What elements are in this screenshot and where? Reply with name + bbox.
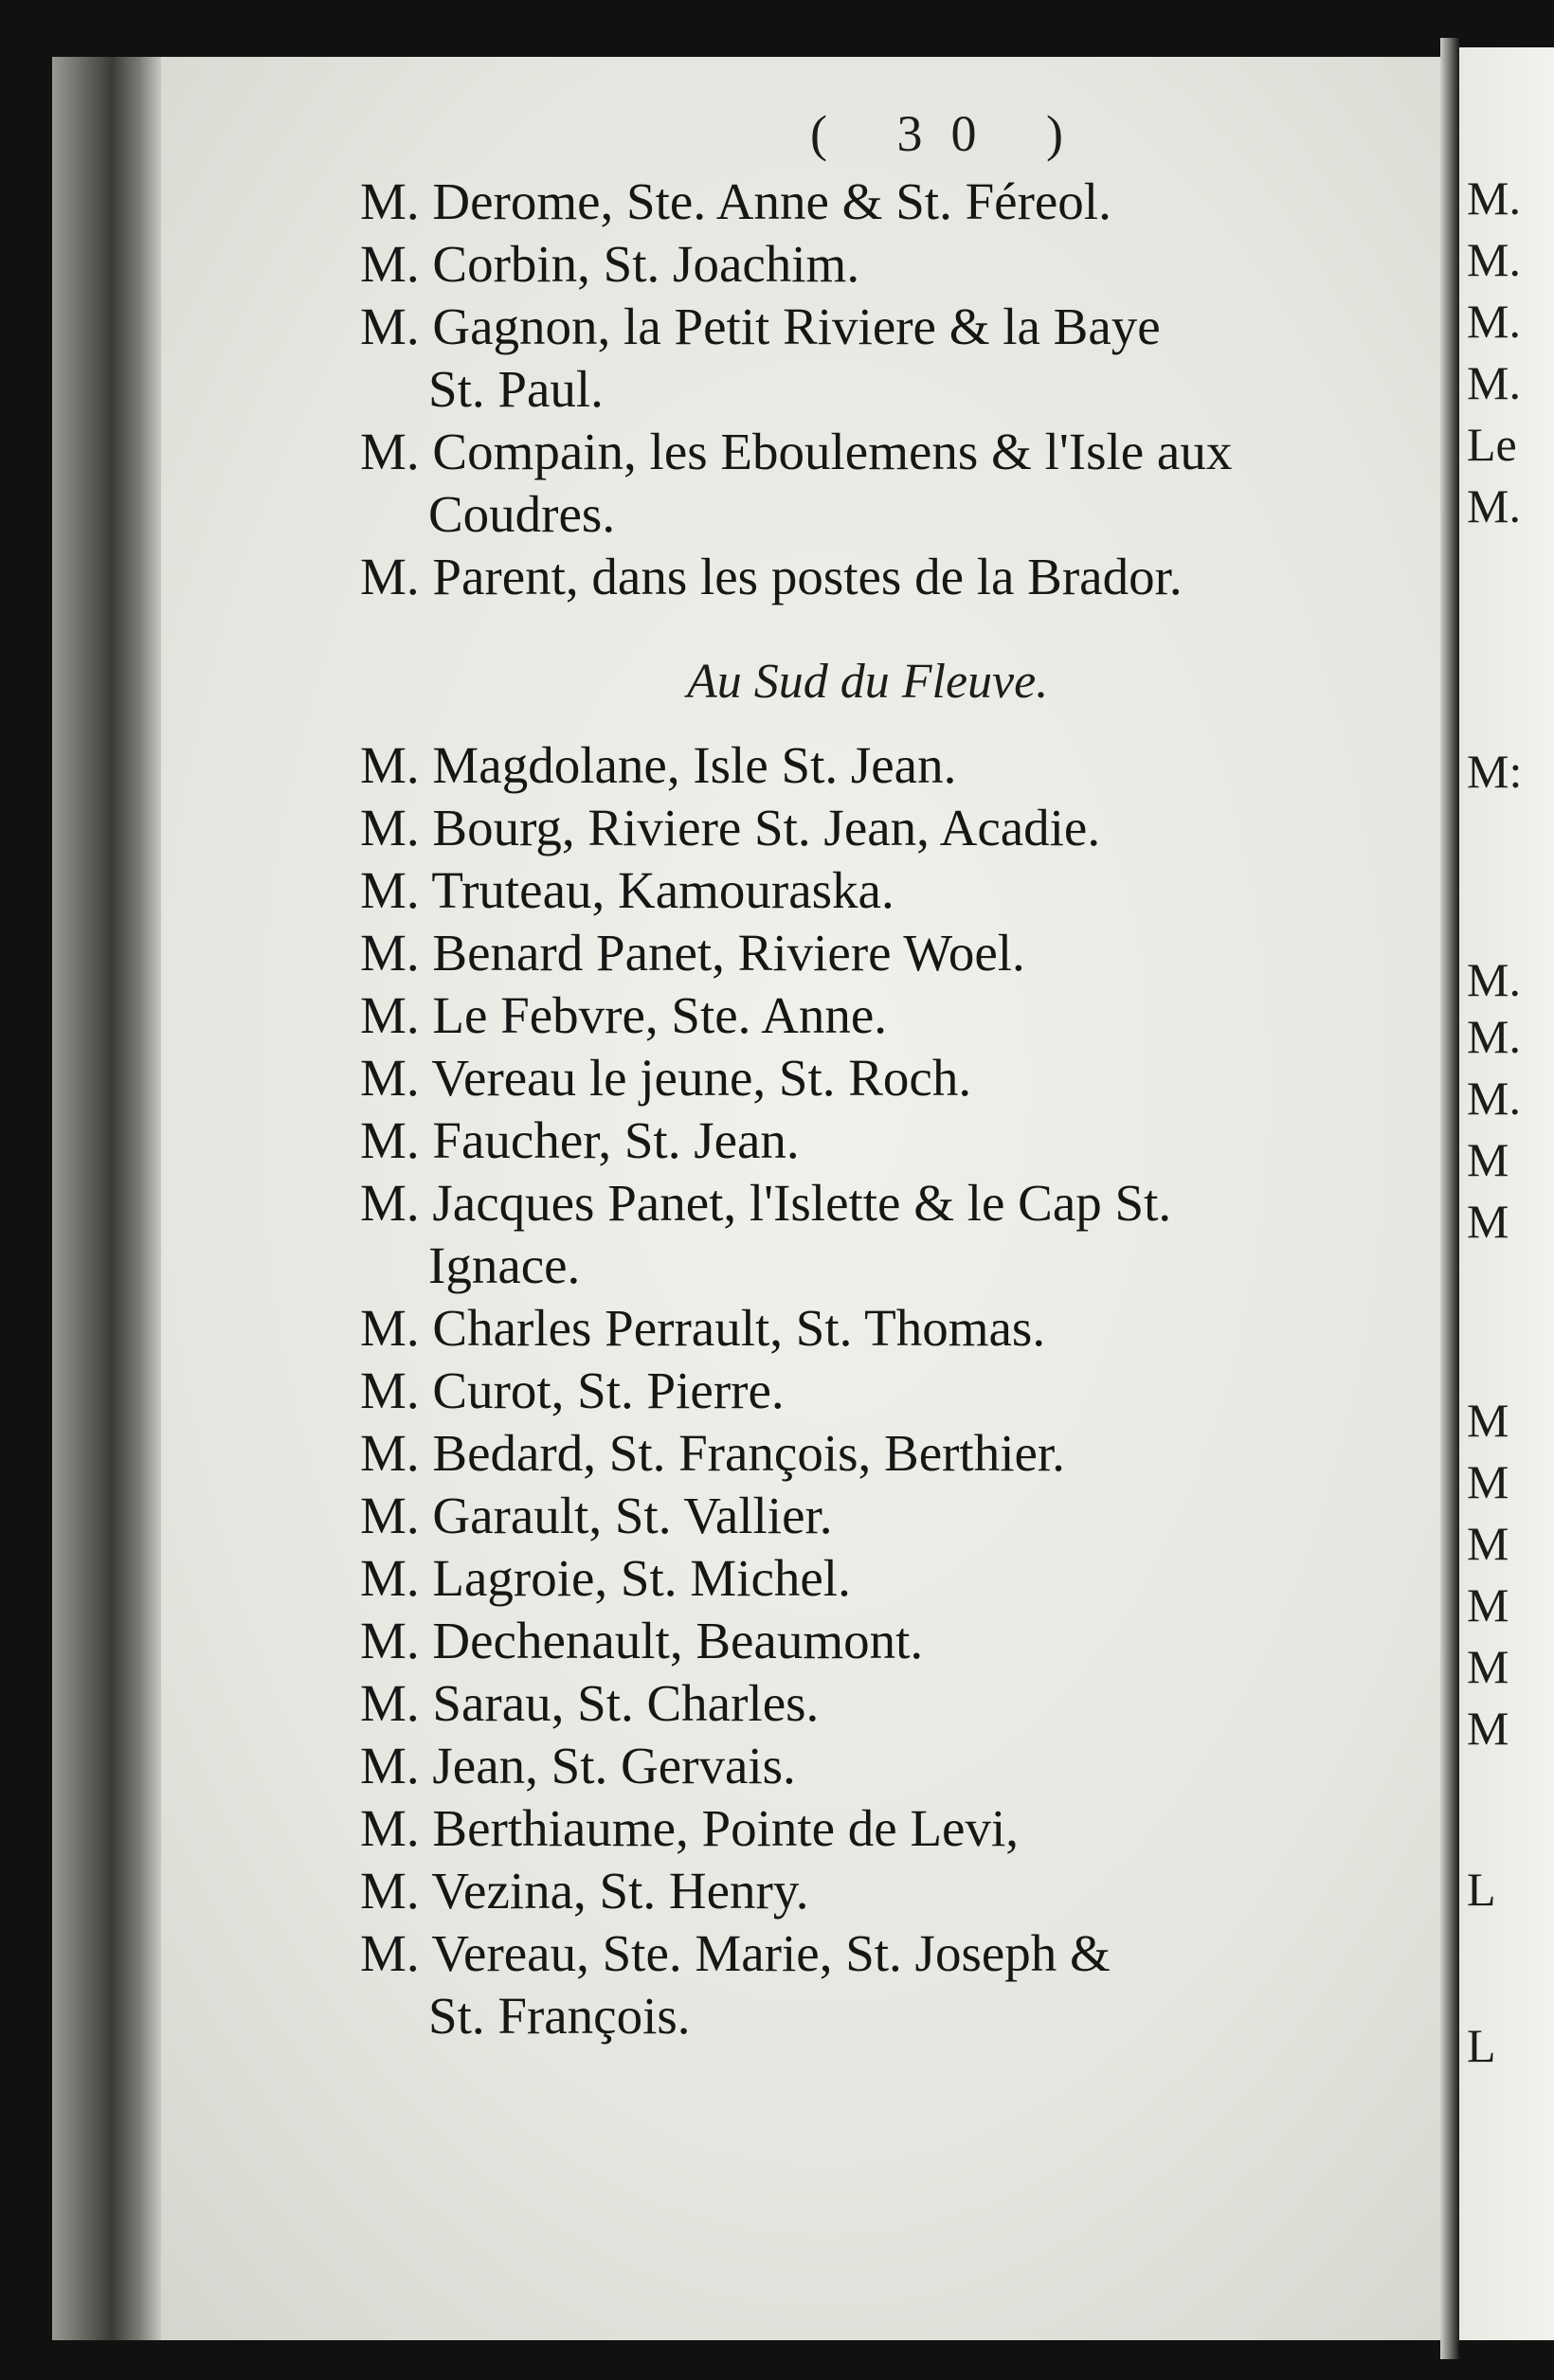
right-fragment-text: M:	[1467, 745, 1523, 798]
page-number: ( 30 )	[810, 105, 1092, 162]
list-item: M. Vereau le jeune, St. Roch.	[360, 1049, 972, 1107]
list-item: M. Berthiaume, Pointe de Levi,	[360, 1799, 1019, 1857]
list-item: M. Curot, St. Pierre.	[360, 1361, 785, 1419]
right-fragment-text: M.	[1467, 1072, 1521, 1125]
list-item: M. Vereau, Ste. Marie, St. Joseph &	[360, 1924, 1111, 1982]
list-item: M. Compain, les Eboulemens & l'Isle aux	[360, 423, 1233, 480]
right-fragment-text: L	[1467, 2019, 1496, 2072]
right-fragment-text: M	[1467, 1133, 1509, 1186]
right-fragment-text: M.	[1467, 356, 1521, 409]
right-fragment-text: M	[1467, 1195, 1509, 1248]
right-page-fragment	[1459, 47, 1554, 2340]
north-list	[360, 171, 1450, 608]
right-fragment-text: M.	[1467, 953, 1521, 1006]
right-fragment-text: M	[1467, 1517, 1509, 1570]
list-item: M. Faucher, St. Jean.	[360, 1111, 800, 1169]
right-fragment-text: M.	[1467, 233, 1521, 286]
right-fragment-text: Le	[1467, 418, 1517, 471]
list-item: M. Garault, St. Vallier.	[360, 1487, 833, 1544]
list-item: M. Charles Perrault, St. Thomas.	[360, 1299, 1046, 1357]
list-item: M. Vezina, St. Henry.	[360, 1862, 809, 1920]
list-item: M. Lagroie, St. Michel.	[360, 1549, 851, 1607]
list-item-continuation: Coudres.	[428, 485, 616, 543]
right-fragment-text: M	[1467, 1640, 1509, 1693]
right-fragment-text: M	[1467, 1455, 1509, 1508]
list-item-continuation: St. Paul.	[428, 360, 604, 418]
list-item: M. Bedard, St. François, Berthier.	[360, 1424, 1065, 1482]
right-fragment-text: M.	[1467, 171, 1521, 225]
list-item: M. Bourg, Riviere St. Jean, Acadie.	[360, 799, 1101, 856]
list-item: M. Gagnon, la Petit Riviere & la Baye	[360, 298, 1161, 355]
book-binding	[52, 57, 161, 2340]
south-list	[360, 734, 1450, 2047]
list-item: M. Truteau, Kamouraska.	[360, 861, 894, 919]
right-fragment-text: M.	[1467, 1010, 1521, 1063]
list-item: M. Le Febvre, Ste. Anne.	[360, 986, 888, 1044]
list-item: M. Parent, dans les postes de la Brador.	[360, 548, 1183, 605]
right-fragment-text: M	[1467, 1394, 1509, 1447]
list-item: M. Sarau, St. Charles.	[360, 1674, 820, 1732]
list-item: M. Jean, St. Gervais.	[360, 1737, 796, 1794]
list-item-continuation: St. François.	[428, 1987, 691, 2045]
right-fragment-text: M.	[1467, 479, 1521, 532]
list-item-continuation: Ignace.	[428, 1236, 581, 1294]
right-fragment-text: L	[1467, 1863, 1496, 1916]
list-item: M. Corbin, St. Joachim.	[360, 235, 860, 293]
list-item: M. Benard Panet, Riviere Woel.	[360, 924, 1025, 982]
list-item: M. Derome, Ste. Anne & St. Féreol.	[360, 172, 1111, 230]
right-fragment-text: M	[1467, 1702, 1509, 1755]
list-item: M. Magdolane, Isle St. Jean.	[360, 736, 957, 794]
section-heading: Au Sud du Fleuve.	[687, 655, 1049, 709]
right-fragment-text: M.	[1467, 295, 1521, 348]
list-item: M. Dechenault, Beaumont.	[360, 1612, 924, 1669]
list-item: M. Jacques Panet, l'Islette & le Cap St.	[360, 1174, 1172, 1232]
right-fragment-text: M	[1467, 1578, 1509, 1632]
